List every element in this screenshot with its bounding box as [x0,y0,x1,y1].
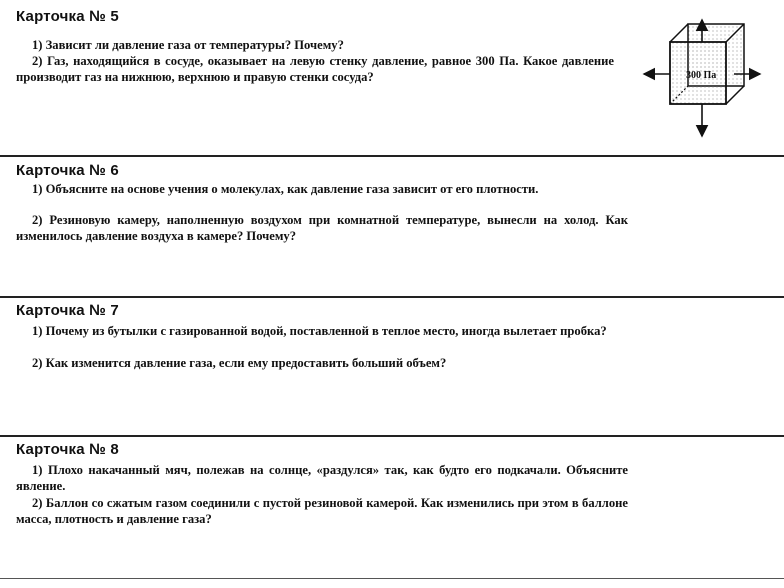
card-7-title: Карточка № 7 [16,302,119,319]
card-5-title: Карточка № 5 [16,8,119,25]
card-5-question-1-text: 1) Зависит ли давление газа от температуры? Почему? [32,38,344,52]
card-8-question-1 [16,463,628,494]
card-7-question-1 [16,324,628,340]
divider-2 [0,296,784,298]
card-6-question-1 [16,182,628,198]
divider-3 [0,435,784,437]
card-5-question-2-text: 2) Газ, находящийся в сосуде, оказывает на левую стенку давление, равное 300 Па. Какое давление производит газ на нижнюю, верхнюю и правую стенки сосуда? [16,54,614,84]
divider-4 [0,578,784,579]
card-6-question-1-text: 1) Объясните на основе учения о молекулах, как давление газа зависит от его плотности. [32,182,539,196]
card-6-title: Карточка № 6 [16,162,119,179]
vessel-edge [670,24,688,42]
card-7-question-1-text: 1) Почему из бутылки с газированной водой, поставленной в теплое место, иногда вылетает пробка? [32,324,607,338]
vessel-diagram [636,18,766,140]
card-8-question-2 [16,496,628,527]
pressure-label: 300 Па [686,70,717,81]
card-5-question-1 [16,38,614,54]
vessel-edge [726,86,744,104]
divider-1 [0,155,784,157]
card-5-question-2 [16,54,614,85]
card-7-question-2 [16,356,628,372]
card-6-question-2-text: 2) Резиновую камеру, наполненную воздухом при комнатной температуре, вынесли на холод. Как изменилось давление воздуха в камере? Почему? [16,213,628,243]
card-7-question-2-text: 2) Как изменится давление газа, если ему предоставить больший объем? [32,356,447,370]
card-8-question-1-text: 1) Плохо накачанный мяч, полежав на солнце, «раздулся» так, как будто его подкачали. Объясните явление. [16,463,628,493]
card-6-question-2 [16,213,628,244]
card-8-title: Карточка № 8 [16,441,119,458]
card-8-question-2-text: 2) Баллон со сжатым газом соединили с пустой резиновой камерой. Как изменились при этом в баллоне масса, плотность и давление газа? [16,496,628,526]
